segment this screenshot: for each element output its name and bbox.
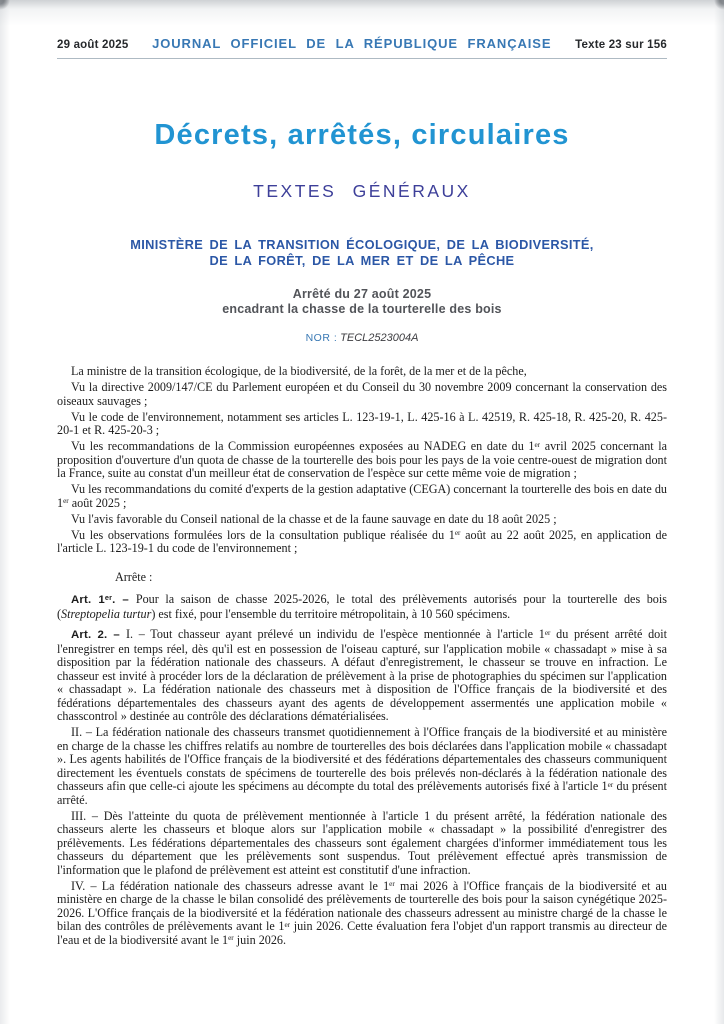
text-run: ) est fixé, pour l'ensemble du territoire métropolitain, à 10 560 spécimens. bbox=[151, 606, 511, 621]
paragraph bbox=[57, 381, 667, 408]
paragraph bbox=[57, 593, 667, 621]
paragraph bbox=[115, 571, 667, 585]
text-run: III. – Dès l'atteinte du quota de prélèvement mentionnée à l'article 1 du présent arrêté, la fédération nationale des chasseurs alerte les chasseurs et bloque alors sur l'application mobile « chassadapt » la possibilité d'enregistrer des prélèvements. Les fédérations départementales des chasseurs sont également chargées d'informer immédiatement tous les chasseurs du département que les prélèvements sont suspendus. Tout prélèvement effectué après transmission de l'information que le plafond de prélèvement est atteint est constitutif d'une infraction. bbox=[57, 808, 667, 877]
text-run: Vu les recommandations du comité d'experts de la gestion adaptative (CEGA) concernant la tourterelle des bois en date du 1 bbox=[57, 482, 667, 510]
nor-label: NOR : bbox=[305, 332, 338, 344]
text-run: I. – Tout chasseur ayant prélevé un individu de l'espèce mentionnée à l'article 1 bbox=[125, 627, 545, 641]
nor-line bbox=[0, 332, 724, 344]
ministry-line-1: MINISTÈRE DE LA TRANSITION ÉCOLOGIQUE, DE LA BIODIVERSITÉ, bbox=[130, 237, 594, 252]
paragraph bbox=[57, 810, 667, 878]
text-run: II. – La fédération nationale des chasseurs transmet quotidiennement à l'Office français de la biodiversité et au ministère en charge de la chasse les chiffres relatifs au nombre de tourterelles des bois déclarées dans l'application mobile « chassadapt ». Les agents habilités de l'Office français de la biodiversité et des fédérations départementales des chasseurs communiquent directement les éventuels constats de spécimens de tourterelle des bois prélevés non-déclarés à la fédération nationale des chasseurs afin que celle-ci ajoute les spécimens au décompte du total des prélèvements autorisés fixé à l'article 1 bbox=[57, 725, 667, 793]
subsection-title: TEXTES GÉNÉRAUX bbox=[253, 181, 471, 201]
text-run: Vu la directive 2009/147/CE du Parlement européen et du Conseil du 30 novembre 2009 concernant la conservation des oiseaux sauvages ; bbox=[57, 380, 667, 408]
act-title-line-2: encadrant la chasse de la tourterelle des bois bbox=[222, 301, 502, 316]
paragraph bbox=[57, 483, 667, 510]
text-run: . – bbox=[112, 594, 136, 606]
paragraph bbox=[57, 440, 667, 481]
text-run: Vu le code de l'environnement, notamment ses articles L. 123-19-1, L. 425-16 à L. 42519, R. 425-18, R. 425-20, R. 425-20-1 et R. 425-20-3 ; bbox=[57, 409, 667, 437]
ministry-heading bbox=[0, 237, 724, 268]
header-journal-title: JOURNAL OFFICIEL DE LA RÉPUBLIQUE FRANÇAISE bbox=[152, 36, 552, 51]
text-run: er bbox=[228, 934, 234, 943]
ministry-line-2: DE LA FORÊT, DE LA MER ET DE LA PÊCHE bbox=[209, 252, 515, 268]
text-run: avril 2025 concernant la proposition d'ouverture d'un quota de chasse de la tourterelle des bois pour les pays de la voie centre-ouest de migration dont la France, suite au constat d'un meilleur état de conservation de l'espèce sur cette même voie de migration ; bbox=[57, 439, 668, 480]
text-run: er bbox=[607, 780, 614, 789]
page-header bbox=[57, 36, 667, 59]
text-run: Pour la saison de chasse 2025-2026, le total des prélèvements autorisés pour la tourterelle des bois ( bbox=[57, 592, 667, 621]
text-run: du présent arrêté doit l'enregistrer en temps réel, dès qu'il est en possession de l'oiseau capturé, sur l'application mobile « chassadapt » mise à sa disposition par la fédération nationale des chasseurs. A défaut d'enregistrement, le chasseur se trouve en infraction. Le chasseur est invité à procéder lors de la déclaration de prélèvement à la prise de photographies du spécimen sur l'application « chassadapt ». La fédération nationale des chasseurs met à disposition de l'Office français de la biodiversité et des fédérations départementales des chasseurs ayant des agents de développement assermentés une application mobile « chasscontrol » destinée au contrôle des déclarations dématérialisées. bbox=[57, 627, 667, 723]
text-run: er bbox=[104, 592, 113, 602]
text-run: juin 2026. Cette évaluation fera l'objet d'un rapport transmis au directeur de l'eau et de la biodiversité avant le 1 bbox=[57, 919, 667, 947]
paragraph bbox=[57, 880, 667, 948]
text-run: er bbox=[284, 920, 291, 929]
header-text-ref: Texte 23 sur 156 bbox=[575, 39, 667, 51]
paragraph bbox=[57, 365, 667, 379]
section-title: Décrets, arrêtés, circulaires bbox=[154, 119, 570, 151]
paragraph bbox=[57, 411, 667, 438]
text-run: Streptopelia turtur bbox=[61, 606, 152, 621]
text-run: Art. 2. – bbox=[71, 629, 126, 641]
scan-edge-right bbox=[714, 0, 724, 1024]
text-run: juin 2026. bbox=[233, 932, 287, 947]
paragraph bbox=[57, 628, 667, 724]
text-run: Vu les observations formulées lors de la consultation publique réalisée du 1 bbox=[71, 527, 455, 542]
text-run: août 2025 ; bbox=[68, 495, 127, 510]
body-paragraphs bbox=[57, 365, 667, 947]
text-run: Vu les recommandations de la Commission européennes exposées au NADEG en date du 1 bbox=[71, 439, 535, 453]
text-run: er bbox=[454, 529, 461, 538]
text-run: er bbox=[534, 440, 541, 449]
scan-edge-left bbox=[0, 0, 10, 1024]
text-run: IV. – La fédération nationale des chasseurs adresse avant le 1 bbox=[71, 878, 390, 893]
text-run: er bbox=[544, 628, 551, 637]
text-run: août au 22 août 2025, en application de l'article L. 123-19-1 du code de l'environnement ; bbox=[57, 527, 668, 555]
text-run: La ministre de la transition écologique, de la biodiversité, de la forêt, de la mer et de la pêche, bbox=[71, 364, 527, 378]
text-run: er bbox=[63, 497, 69, 506]
paragraph bbox=[57, 529, 667, 556]
act-title bbox=[0, 287, 724, 316]
paragraph bbox=[57, 726, 667, 807]
text-run: Art. 1 bbox=[71, 594, 105, 606]
text-run: mai 2026 à l'Office français de la biodiversité et au ministère en charge de la chasse le bilan consolidé des prélèvements de tourterelle des bois pour la saison cynégétique 2025-2026. L'Office français de la biodiversité et la fédération nationale des chasseurs adressent au ministre chargé de la chasse le bilan des contrôles de prélèvements avant le 1 bbox=[57, 878, 667, 933]
act-title-line-1: Arrêté du 27 août 2025 bbox=[292, 287, 432, 301]
text-run: er bbox=[389, 880, 395, 889]
text-run: Vu l'avis favorable du Conseil national de la chasse et de la faune sauvage en date du 18 août 2025 ; bbox=[71, 511, 557, 526]
text-run: Arrête : bbox=[115, 569, 153, 584]
paragraph bbox=[57, 513, 667, 527]
scan-edge-top bbox=[0, 0, 724, 28]
text-run: du présent arrêté. bbox=[57, 779, 667, 807]
nor-code: TECL2523004A bbox=[340, 332, 419, 344]
header-date: 29 août 2025 bbox=[57, 39, 129, 51]
